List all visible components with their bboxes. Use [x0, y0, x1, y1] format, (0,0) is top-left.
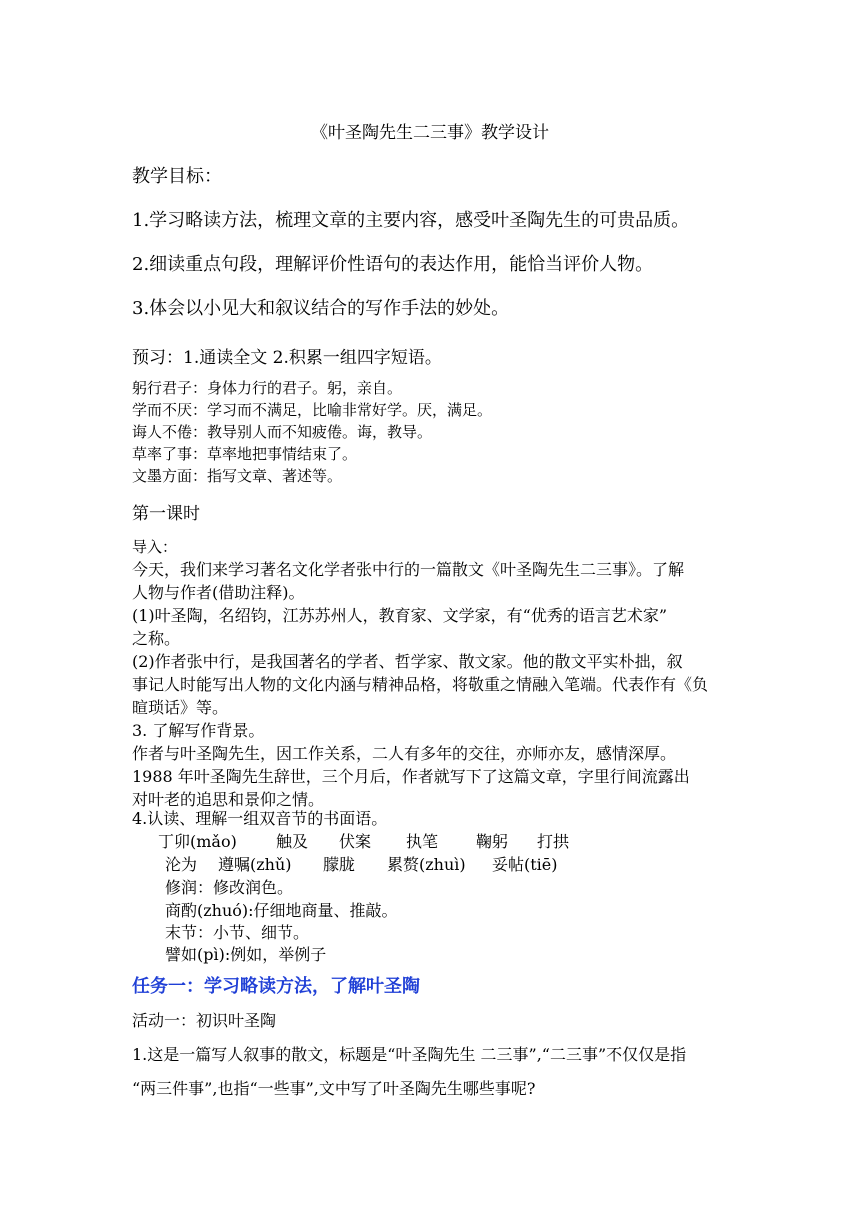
question-line-1: 1.这是一篇写人叙事的散文，标题是“叶圣陶先生 二三事”,“二三事”不仅仅是指 [132, 1045, 687, 1064]
phrase-3: 诲人不倦：教导别人而不知疲倦。诲，教导。 [132, 423, 433, 441]
vocab-word: 打拱 [537, 832, 570, 851]
intro-line: 今天，我们来学习著名文化学者张中行的一篇散文《叶圣陶先生二三事》。了解 [132, 560, 685, 579]
phrase-2: 学而不厌：学习而不满足，比喻非常好学。厌，满足。 [132, 401, 493, 419]
activity-heading: 活动一：初识叶圣陶 [132, 1011, 277, 1030]
intro-line: (2)作者张中行，是我国著名的学者、哲学家、散文家。他的散文平实朴拙，叙 [132, 652, 683, 671]
intro-line: 3. 了解写作背景。 [132, 721, 265, 740]
objective-2: 2.细读重点句段，理解评价性语句的表达作用，能恰当评价人物。 [132, 254, 654, 275]
intro-line: 导入： [132, 538, 178, 556]
vocab-word: 朦胧 [323, 855, 356, 874]
preview-line: 预习：1.通读全文 2.积累一组四字短语。 [132, 348, 442, 368]
document-title: 《叶圣陶先生二三事》教学设计 [311, 123, 549, 143]
vocab-word: 丁卯(mǎo) [158, 832, 237, 851]
definition-line: 商酌(zhuó):仔细地商量、推敲。 [165, 901, 398, 920]
objective-3: 3.体会以小见大和叙议结合的写作手法的妙处。 [132, 298, 510, 319]
objective-1: 1.学习略读方法，梳理文章的主要内容，感受叶圣陶先生的可贵品质。 [132, 210, 690, 231]
vocab-word: 累赘(zhuì) [387, 855, 466, 874]
vocab-word: 鞠躬 [476, 832, 509, 851]
vocab-word: 触及 [276, 832, 309, 851]
intro-line: 4.认读、理解一组双音节的书面语。 [132, 809, 388, 828]
vocab-word: 沦为 [165, 855, 198, 874]
question-line-2: “两三件事”,也指“一些事”,文中写了叶圣陶先生哪些事呢? [132, 1079, 536, 1098]
intro-line: 暄琐话》等。 [132, 698, 229, 717]
definition-line: 末节：小节、细节。 [165, 923, 310, 942]
intro-line: 之称。 [132, 629, 181, 648]
phrase-1: 躬行君子：身体力行的君子。躬，亲自。 [132, 379, 403, 397]
vocab-word: 妥帖(tiē) [492, 855, 558, 874]
vocab-word: 执笔 [406, 832, 439, 851]
intro-line: 人物与作者(借助注释)。 [132, 583, 305, 602]
phrase-4: 草率了事：草率地把事情结束了。 [132, 445, 358, 463]
lesson-heading: 第一课时 [132, 504, 200, 524]
vocab-word: 遵嘱(zhǔ) [218, 855, 292, 874]
intro-line: 1988 年叶圣陶先生辞世，三个月后，作者就写下了这篇文章，字里行间流露出 [132, 767, 690, 786]
intro-line: 作者与叶圣陶先生，因工作关系，二人有多年的交往，亦师亦友，感情深厚。 [132, 744, 677, 763]
intro-line: 事记人时能写出人物的文化内涵与精神品格，将敬重之情融入笔端。代表作有《负 [132, 675, 709, 694]
vocab-word: 伏案 [339, 832, 372, 851]
definition-line: 譬如(pì):例如，举例子 [165, 945, 327, 964]
phrase-5: 文墨方面：指写文章、著述等。 [132, 467, 343, 485]
objectives-heading: 教学目标： [132, 166, 222, 187]
task-heading: 任务一：学习略读方法，了解叶圣陶 [132, 976, 420, 997]
intro-line: (1)叶圣陶，名绍钧，江苏苏州人，教育家、文学家，有“优秀的语言艺术家” [132, 606, 668, 625]
intro-line: 对叶老的追思和景仰之情。 [132, 790, 325, 809]
definition-line: 修润：修改润色。 [165, 878, 294, 897]
